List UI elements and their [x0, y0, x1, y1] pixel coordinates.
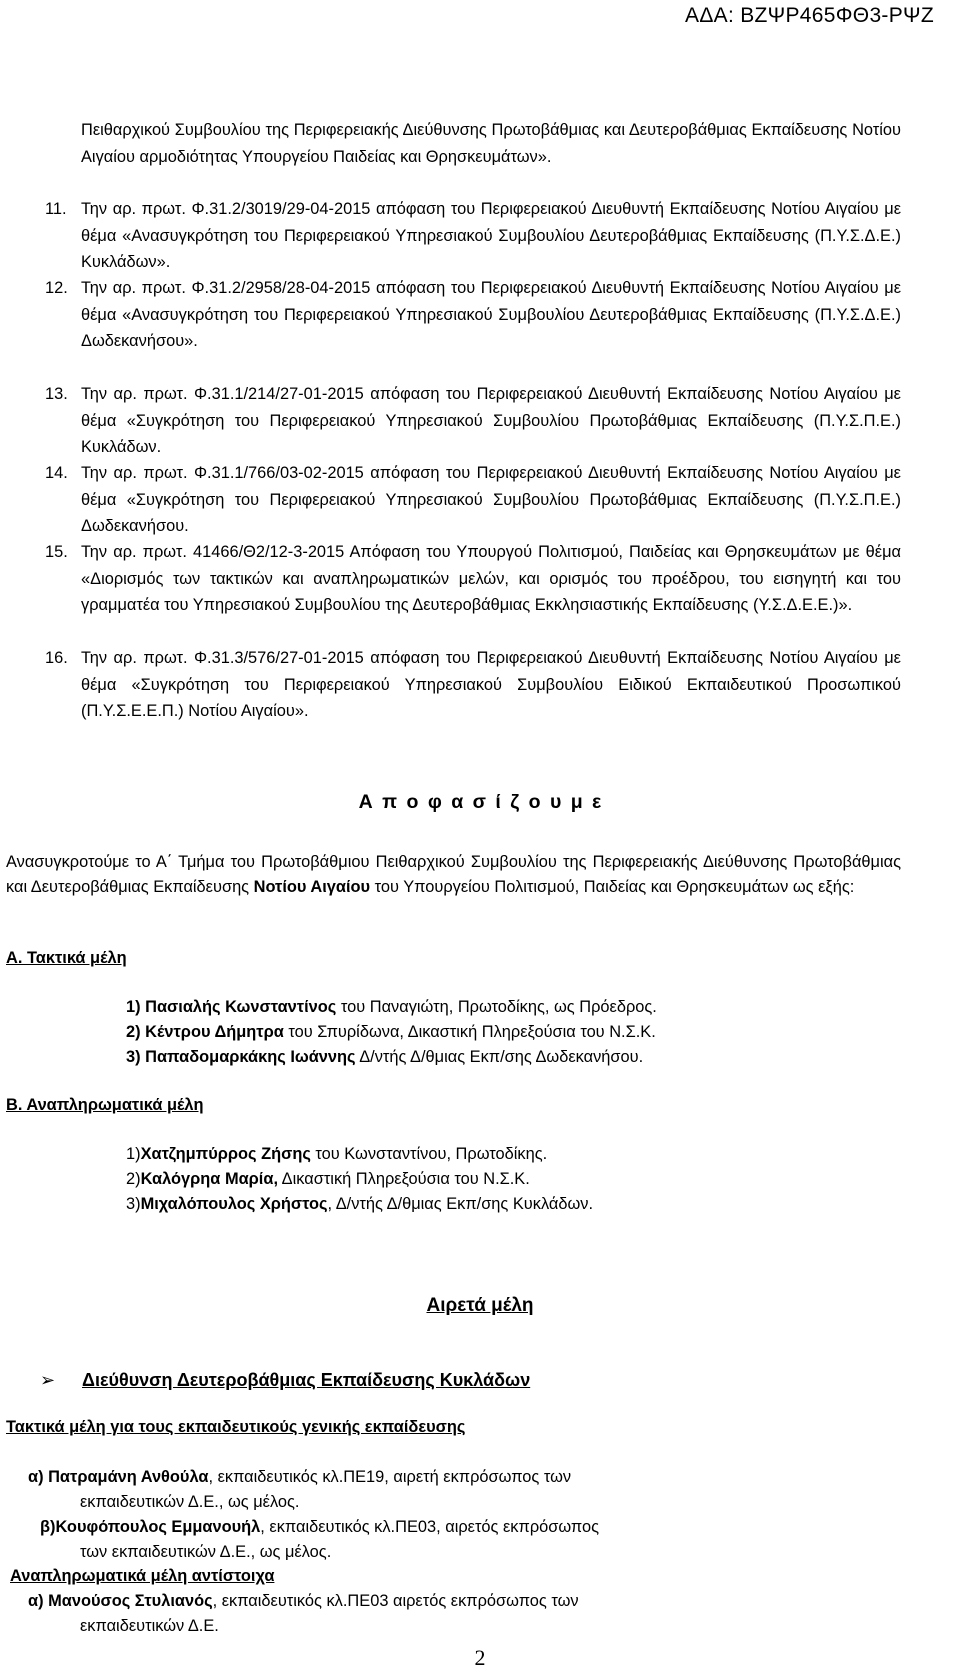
alternate-member-3: 3)Μιχαλόπουλος Χρήστος, Δ/ντής Δ/θμιας Εκπ/σης Κυκλάδων.: [126, 1195, 594, 1213]
item-number: 15.: [45, 543, 68, 561]
decision-paragraph: Ανασυγκροτούμε το Α΄ Τμήμα του Πρωτοβάθμιου Πειθαρχικού Συμβουλίου της Περιφερειακής Διεύθυνσης Πρωτοβάθμιας και Δευτεροβάθμιας Εκπαίδευσης Νοτίου Αιγαίου του Υπουργείου Πολιτισμού, Παιδείας και Θρησκευμάτων ως εξής:: [6, 853, 901, 896]
list-item: [45, 539, 901, 619]
alternate-member-2: 2)Καλόγρηα Μαρία, Δικαστική Πληρεξούσια του Ν.Σ.Κ.: [126, 1170, 530, 1188]
item-number: 12.: [45, 279, 68, 297]
arrow-bullet-icon: ➢: [40, 1370, 56, 1390]
elected-alternate-a-cont: εκπαιδευτικών Δ.Ε.: [80, 1617, 219, 1635]
decision-title: Α π ο φ α σ ί ζ ο υ μ ε: [358, 791, 602, 813]
regular-member-1: 1) Πασιαλής Κωνσταντίνος του Παναγιώτη, Πρωτοδίκης, ως Πρόεδρος.: [126, 998, 657, 1016]
item-text: Την αρ. πρωτ. Φ.31.3/576/27-01-2015 απόφαση του Περιφερειακού Διευθυντή Εκπαίδευσης Νοτίου Αιγαίου με θέμα «Συγκρότηση του Περιφερειακού Υπηρεσιακού Συμβουλίου Ειδικού Εκπαιδευτικού Προσωπικού (Π.Υ.Σ.Ε.Ε.Π.) Νοτίου Αιγαίου».: [81, 649, 901, 720]
list-item: [45, 275, 901, 355]
list-item: [45, 460, 901, 540]
list-item: [45, 196, 901, 276]
list-item: [45, 381, 901, 461]
item-text: Την αρ. πρωτ. Φ.31.1/766/03-02-2015 απόφαση του Περιφερειακού Διευθυντή Εκπαίδευσης Νοτίου Αιγαίου με θέμα «Συγκρότηση του Περιφερειακού Υπηρεσιακού Συμβουλίου Πρωτοβάθμιας Εκπαίδευσης (Π.Υ.Σ.Π.Ε.) Δωδεκανήσου.: [81, 464, 901, 535]
elected-members-heading: Αιρετά μέλη: [426, 1295, 534, 1316]
elected-member-a: α) Πατραμάνη Ανθούλα, εκπαιδευτικός κλ.ΠΕ19, αιρετή εκπρόσωπος των: [28, 1468, 572, 1486]
item-text: Την αρ. πρωτ. 41466/Θ2/12-3-2015 Απόφαση του Υπουργού Πολιτισμού, Παιδείας και Θρησκευμάτων με θέμα «Διορισμός των τακτικών και αναπληρωματικών μελών, και ορισμός του προέδρου, του εισηγητή και του γραμματέα του Υπηρεσιακού Συμβουλίου της Δευτεροβάθμιας Εκκλησιαστικής Εκπαίδευσης (Υ.Σ.Δ.Ε.Ε.)».: [81, 543, 901, 614]
item-number: 16.: [45, 649, 68, 667]
direction-heading: Διεύθυνση Δευτεροβάθμιας Εκπαίδευσης Κυκλάδων: [82, 1370, 531, 1390]
ada-code: ΑΔΑ: ΒΖΨΡ465ΦΘ3-ΡΨΖ: [685, 4, 934, 27]
alternate-member-1: 1)Χατζημπύρρος Ζήσης του Κωνσταντίνου, Πρωτοδίκης.: [126, 1145, 548, 1163]
elected-member-b: β)Κουφόπουλος Εμμανουήλ, εκπαιδευτικός κλ.ΠΕ03, αιρετός εκπρόσωπος: [40, 1518, 600, 1536]
item-number: 14.: [45, 464, 68, 482]
item-text: Την αρ. πρωτ. Φ.31.2/3019/29-04-2015 απόφαση του Περιφερειακού Διευθυντή Εκπαίδευσης Νοτίου Αιγαίου με θέμα «Ανασυγκρότηση του Περιφερειακού Υπηρεσιακού Συμβουλίου Δευτεροβάθμιας Εκπαίδευσης (Π.Υ.Σ.Δ.Ε.) Κυκλάδων».: [81, 200, 901, 271]
item-number: 13.: [45, 385, 68, 403]
elected-alternate-heading: Αναπληρωματικά μέλη αντίστοιχα: [10, 1567, 275, 1585]
item-number: 11.: [45, 200, 67, 218]
intro-continuation: Πειθαρχικού Συμβουλίου της Περιφερειακής Διεύθυνσης Πρωτοβάθμιας και Δευτεροβάθμιας Εκπαίδευσης Νοτίου Αιγαίου αρμοδιότητας Υπουργείου Παιδείας και Θρησκευμάτων».: [81, 121, 901, 166]
elected-regular-heading: Τακτικά μέλη για τους εκπαιδευτικούς γενικής εκπαίδευσης: [6, 1418, 466, 1436]
alternate-members-heading: Β. Αναπληρωματικά μέλη: [6, 1096, 204, 1114]
elected-member-a-cont: εκπαιδευτικών Δ.Ε., ως μέλος.: [80, 1493, 300, 1511]
elected-member-b-cont: των εκπαιδευτικών Δ.Ε., ως μέλος.: [80, 1543, 332, 1561]
page-number: 2: [474, 1645, 486, 1670]
list-item: [45, 645, 901, 725]
regular-members-heading: Α. Τακτικά μέλη: [6, 949, 127, 967]
item-text: Την αρ. πρωτ. Φ.31.1/214/27-01-2015 απόφαση του Περιφερειακού Διευθυντή Εκπαίδευσης Νοτίου Αιγαίου με θέμα «Συγκρότηση του Περιφερειακού Υπηρεσιακού Συμβουλίου Πρωτοβάθμιας Εκπαίδευσης (Π.Υ.Σ.Π.Ε.) Κυκλάδων.: [81, 385, 901, 456]
item-text: Την αρ. πρωτ. Φ.31.2/2958/28-04-2015 απόφαση του Περιφερειακού Διευθυντή Εκπαίδευσης Νοτίου Αιγαίου με θέμα «Ανασυγκρότηση του Περιφερειακού Υπηρεσιακού Συμβουλίου Δευτεροβάθμιας Εκπαίδευσης (Π.Υ.Σ.Δ.Ε.) Δωδεκανήσου».: [81, 279, 901, 350]
regular-member-3: 3) Παπαδομαρκάκης Ιωάννης Δ/ντής Δ/θμιας Εκπ/σης Δωδεκανήσου.: [126, 1048, 644, 1066]
regular-member-2: 2) Κέντρου Δήμητρα του Σπυρίδωνα, Δικαστική Πληρεξούσια του Ν.Σ.Κ.: [126, 1023, 656, 1041]
elected-alternate-a: α) Μανούσος Στυλιανός, εκπαιδευτικός κλ.ΠΕ03 αιρετός εκπρόσωπος των: [28, 1592, 579, 1610]
